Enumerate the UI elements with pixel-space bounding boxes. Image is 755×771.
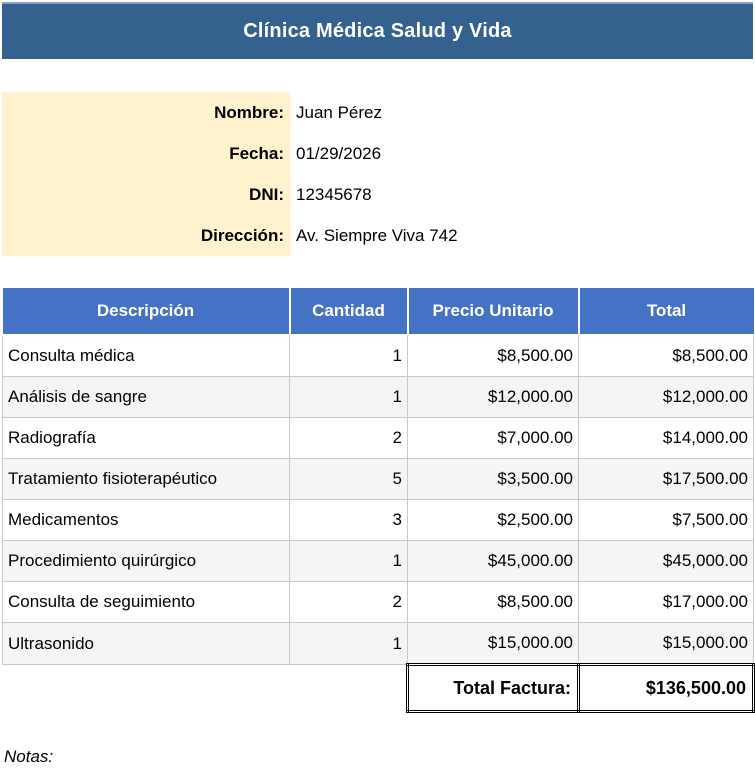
- invoice-row: [3, 418, 754, 459]
- patient-field-row: [2, 215, 747, 256]
- invoice-row: [3, 335, 754, 377]
- column-header-cantidad: Cantidad: [290, 288, 408, 335]
- page-title: Clínica Médica Salud y Vida: [243, 20, 512, 42]
- column-header-descripcion: Descripción: [3, 288, 290, 335]
- total-factura-label: Total Factura:: [408, 665, 579, 712]
- cell-precio-unitario: $45,000.00: [408, 541, 579, 582]
- patient-field-row: [2, 92, 747, 133]
- notes-label: Notas:: [4, 747, 54, 766]
- cell-total: $17,000.00: [579, 582, 754, 623]
- patient-address-label: Dirección:: [2, 215, 290, 256]
- cell-precio-unitario: $8,500.00: [408, 335, 579, 377]
- cell-total: $14,000.00: [579, 418, 754, 459]
- cell-precio-unitario: $8,500.00: [408, 582, 579, 623]
- invoice-table-body: [3, 335, 754, 665]
- patient-dni-value: 12345678: [296, 184, 372, 204]
- invoice-row: [3, 459, 754, 500]
- cell-total: $17,500.00: [579, 459, 754, 500]
- invoice-row: [3, 623, 754, 665]
- column-header-precio-unitario: Precio Unitario: [408, 288, 579, 335]
- patient-date-value: 01/29/2026: [296, 143, 382, 163]
- cell-cantidad: 3: [290, 500, 408, 541]
- cell-descripcion: Procedimiento quirúrgico: [3, 541, 290, 582]
- cell-total: $15,000.00: [579, 623, 754, 665]
- cell-cantidad: 1: [290, 377, 408, 418]
- invoice-table-container: [2, 288, 755, 713]
- cell-cantidad: 2: [290, 418, 408, 459]
- invoice-row: [3, 582, 754, 623]
- cell-cantidad: 1: [290, 623, 408, 665]
- cell-total: $45,000.00: [579, 541, 754, 582]
- invoice-table: [2, 288, 755, 713]
- patient-info-panel: [2, 92, 747, 256]
- total-row: [3, 665, 754, 712]
- patient-name-label: Nombre:: [2, 92, 290, 133]
- cell-cantidad: 5: [290, 459, 408, 500]
- cell-cantidad: 1: [290, 335, 408, 377]
- cell-precio-unitario: $12,000.00: [408, 377, 579, 418]
- cell-cantidad: 1: [290, 541, 408, 582]
- cell-descripcion: Tratamiento fisioterapéutico: [3, 459, 290, 500]
- cell-descripcion: Radiografía: [3, 418, 290, 459]
- invoice-table-header: [3, 288, 754, 335]
- cell-descripcion: Medicamentos: [3, 500, 290, 541]
- cell-descripcion: Análisis de sangre: [3, 377, 290, 418]
- invoice-row: [3, 500, 754, 541]
- cell-cantidad: 2: [290, 582, 408, 623]
- cell-precio-unitario: $2,500.00: [408, 500, 579, 541]
- patient-name-value: Juan Pérez: [296, 102, 382, 122]
- patient-dni-label: DNI:: [2, 174, 290, 215]
- cell-precio-unitario: $15,000.00: [408, 623, 579, 665]
- patient-address-value: Av. Siempre Viva 742: [296, 225, 458, 245]
- cell-precio-unitario: $7,000.00: [408, 418, 579, 459]
- cell-total: $12,000.00: [579, 377, 754, 418]
- cell-precio-unitario: $3,500.00: [408, 459, 579, 500]
- cell-total: $7,500.00: [579, 500, 754, 541]
- invoice-table-footer: [3, 665, 754, 712]
- invoice-row: [3, 377, 754, 418]
- cell-descripcion: Consulta médica: [3, 335, 290, 377]
- header-row: [3, 288, 754, 335]
- invoice-row: [3, 541, 754, 582]
- cell-descripcion: Consulta de seguimiento: [3, 582, 290, 623]
- column-header-total: Total: [579, 288, 754, 335]
- total-row-spacer: [3, 665, 408, 712]
- patient-date-label: Fecha:: [2, 133, 290, 174]
- cell-total: $8,500.00: [579, 335, 754, 377]
- cell-descripcion: Ultrasonido: [3, 623, 290, 665]
- patient-field-row: [2, 133, 747, 174]
- total-factura-value: $136,500.00: [579, 665, 754, 712]
- patient-field-row: [2, 174, 747, 215]
- clinic-title-banner: [2, 2, 753, 59]
